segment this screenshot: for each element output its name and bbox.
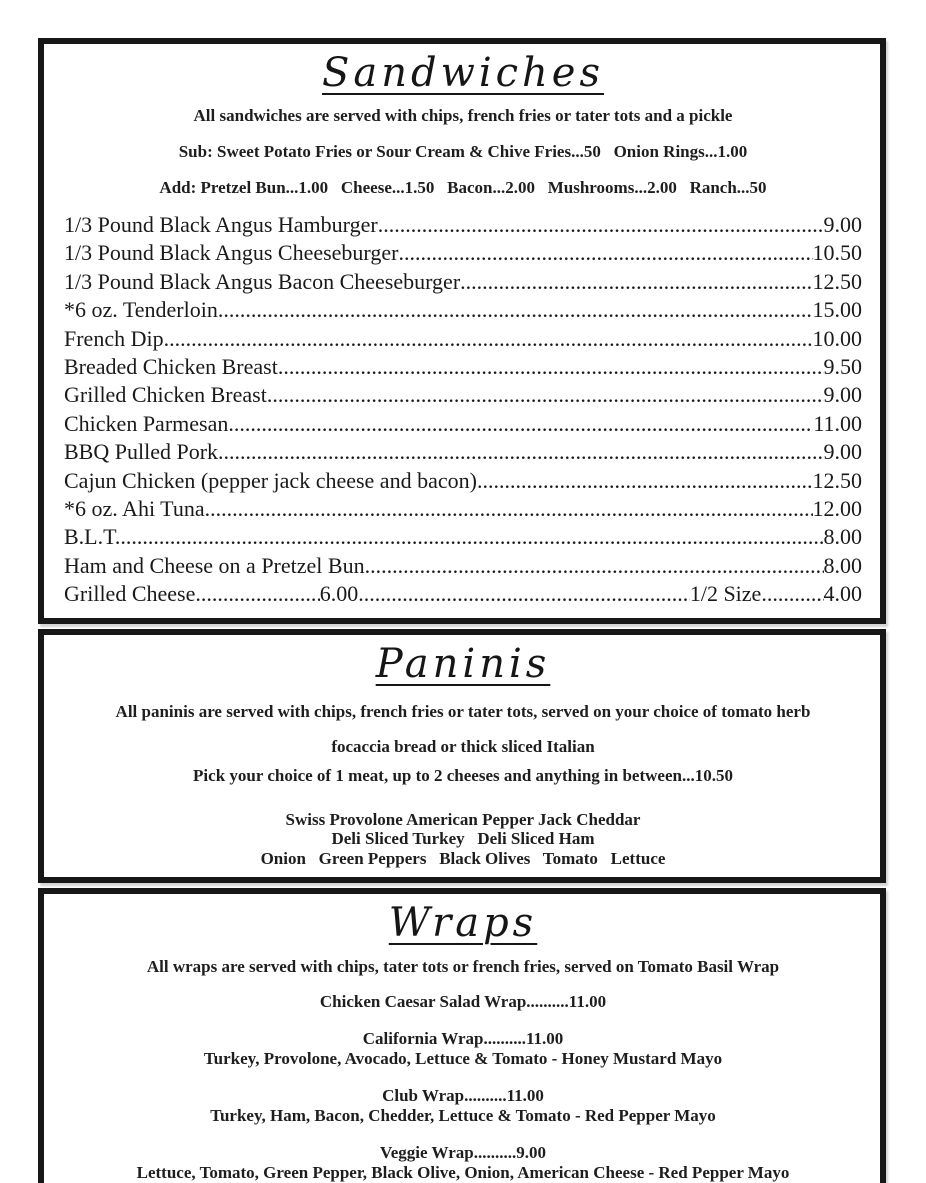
wrap-line bbox=[64, 1143, 862, 1163]
dot-leader bbox=[460, 268, 812, 296]
wrap-ingredients: Turkey, Ham, Bacon, Chedder, Lettuce & Tomato - Red Pepper Mayo bbox=[210, 1106, 716, 1126]
item-name: Chicken Parmesan bbox=[64, 410, 229, 436]
item-name: *6 oz. Tenderloin bbox=[64, 297, 218, 323]
item-price: 8.00 bbox=[823, 552, 862, 578]
wrap-line bbox=[64, 1086, 862, 1106]
dot-leader bbox=[228, 410, 813, 438]
item-price: 9.00 bbox=[516, 1143, 546, 1163]
wrap-item-veggie bbox=[64, 1143, 862, 1183]
item-name: BBQ Pulled Pork bbox=[64, 439, 219, 465]
item-price: 8.00 bbox=[823, 524, 862, 550]
sandwiches-sub-note: Sub: Sweet Potato Fries or Sour Cream & Chive Fries...50 Onion Rings...1.00 bbox=[178, 142, 748, 161]
sandwiches-description: All sandwiches are served with chips, french fries or tater tots and a pickle bbox=[193, 106, 733, 125]
dot-leader bbox=[205, 495, 813, 523]
dot-leader bbox=[278, 353, 824, 381]
dot-leader bbox=[267, 381, 824, 409]
item-price: 11.00 bbox=[813, 410, 862, 436]
item-price: 10.00 bbox=[812, 325, 862, 351]
wrap-line bbox=[64, 992, 862, 1012]
item-price: 12.50 bbox=[812, 467, 862, 493]
sandwiches-add-note: Add: Pretzel Bun...1.00 Cheese...1.50 Bacon...2.00 Mushrooms...2.00 Ranch...50 bbox=[159, 178, 767, 197]
menu-item-row bbox=[64, 495, 862, 523]
paninis-description-line1: All paninis are served with chips, french fries or tater tots, served on your choice of tomato herb bbox=[115, 701, 811, 721]
menu-item-row bbox=[64, 438, 862, 466]
menu-item-row bbox=[64, 552, 862, 580]
dot-leader: .......... bbox=[483, 1029, 526, 1049]
item-name: Grilled Chicken Breast bbox=[64, 382, 267, 408]
wrap-item-club bbox=[64, 1086, 862, 1126]
dot-leader bbox=[477, 467, 813, 495]
paninis-description-line2: focaccia bread or thick sliced Italian bbox=[331, 736, 595, 756]
menu-item-row bbox=[64, 268, 862, 296]
item-name: 1/3 Pound Black Angus Hamburger bbox=[64, 212, 378, 237]
item-name: B.L.T. bbox=[64, 524, 121, 550]
dot-leader: .......... bbox=[526, 992, 569, 1012]
dot-leader: .......... bbox=[464, 1086, 507, 1106]
item-price: 10.50 bbox=[812, 240, 862, 266]
menu-item-row bbox=[64, 523, 862, 551]
menu-item-row bbox=[64, 296, 862, 324]
wrap-ingredients: Lettuce, Tomato, Green Pepper, Black Olive, Onion, American Cheese - Red Pepper Mayo bbox=[136, 1163, 790, 1183]
item-price: 9.00 bbox=[823, 382, 862, 408]
paninis-pick-line: Pick your choice of 1 meat, up to 2 cheeses and anything in between...10.50 bbox=[193, 765, 733, 785]
menu-item-row bbox=[64, 467, 862, 495]
dot-leader bbox=[120, 523, 823, 551]
half-size-label: 1/2 Size bbox=[689, 581, 762, 607]
paninis-veggie-options: Onion Green Peppers Black Olives Tomato Lettuce bbox=[260, 848, 666, 868]
item-name: Grilled Cheese bbox=[64, 581, 196, 607]
item-price: 9.00 bbox=[823, 439, 862, 465]
dot-leader bbox=[218, 438, 823, 466]
item-name: 1/3 Pound Black Angus Bacon Cheeseburger bbox=[64, 268, 461, 294]
item-price: 6.00 bbox=[319, 581, 359, 607]
section-sandwiches bbox=[38, 38, 886, 624]
dot-leader bbox=[218, 296, 813, 324]
menu-item-row bbox=[64, 211, 862, 239]
paninis-cheese-options: Swiss Provolone American Pepper Jack Cheddar bbox=[285, 809, 641, 829]
dot-leader bbox=[378, 211, 824, 239]
sandwiches-title: Sandwiches bbox=[321, 50, 604, 96]
item-name: Chicken Caesar Salad Wrap bbox=[319, 992, 527, 1012]
item-price: 12.00 bbox=[812, 496, 862, 522]
wrap-item-chicken-caesar bbox=[64, 992, 862, 1012]
half-size-price: 4.00 bbox=[823, 581, 862, 607]
item-name: Veggie Wrap bbox=[380, 1143, 474, 1163]
dot-leader bbox=[164, 325, 813, 353]
dot-leader bbox=[358, 580, 690, 608]
menu-item-row bbox=[64, 410, 862, 438]
wrap-line bbox=[64, 1029, 862, 1049]
menu-item-row bbox=[64, 353, 862, 381]
wrap-ingredients: Turkey, Provolone, Avocado, Lettuce & Tomato - Honey Mustard Mayo bbox=[203, 1049, 723, 1069]
section-paninis bbox=[38, 629, 886, 884]
item-name: 1/3 Pound Black Angus Cheeseburger bbox=[64, 240, 399, 266]
menu-item-row bbox=[64, 381, 862, 409]
dot-leader bbox=[398, 239, 812, 267]
wraps-title: Wraps bbox=[388, 900, 538, 947]
paninis-meat-options: Deli Sliced Turkey Deli Sliced Ham bbox=[331, 829, 595, 849]
wrap-item-california bbox=[64, 1029, 862, 1069]
dot-leader bbox=[365, 552, 824, 580]
item-name: Ham and Cheese on a Pretzel Bun bbox=[64, 552, 365, 578]
item-price: 12.50 bbox=[812, 268, 862, 294]
dot-leader: .......... bbox=[473, 1143, 517, 1163]
dot-leader bbox=[761, 580, 823, 608]
section-wraps bbox=[38, 888, 886, 1183]
menu-item-row bbox=[64, 325, 862, 353]
item-price: 15.00 bbox=[812, 297, 862, 323]
sandwiches-item-list bbox=[64, 211, 862, 609]
item-price: 9.00 bbox=[823, 212, 862, 237]
item-name: Cajun Chicken (pepper jack cheese and bacon) bbox=[64, 467, 477, 493]
item-name: French Dip bbox=[64, 325, 164, 351]
item-name: Breaded Chicken Breast bbox=[64, 354, 278, 380]
item-name: *6 oz. Ahi Tuna bbox=[64, 496, 205, 522]
item-price: 9.50 bbox=[823, 354, 862, 380]
paninis-title: Paninis bbox=[375, 640, 551, 687]
menu-item-row-grilled-cheese bbox=[64, 580, 862, 608]
item-price: 11.00 bbox=[525, 1029, 564, 1049]
item-price: 11.00 bbox=[568, 992, 607, 1012]
dot-leader bbox=[195, 580, 319, 608]
menu-item-row bbox=[64, 239, 862, 267]
item-price: 11.00 bbox=[506, 1086, 544, 1106]
wraps-description: All wraps are served with chips, tater tots or french fries, served on Tomato Basil Wrap bbox=[146, 957, 780, 977]
item-name: California Wrap bbox=[362, 1029, 484, 1049]
paninis-options bbox=[64, 810, 862, 869]
item-name: Club Wrap bbox=[382, 1086, 465, 1106]
